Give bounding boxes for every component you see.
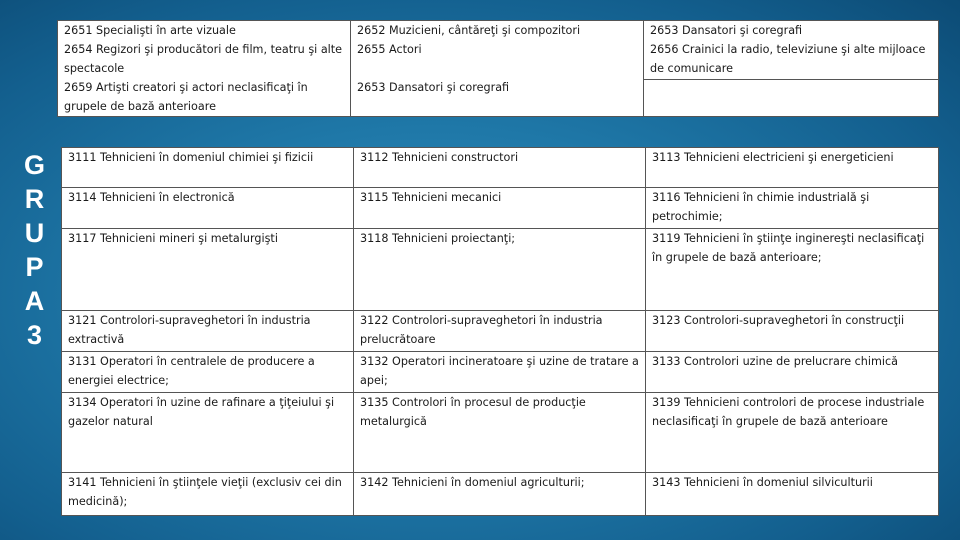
side-letter: U	[24, 218, 46, 248]
side-letter: 3	[26, 320, 44, 350]
table-cell: 3139 Tehnicieni controlori de procese industriale neclasificaţi în grupele de bază anterioare	[646, 393, 939, 473]
table-cell: 3118 Tehnicieni proiectanţi;	[354, 229, 646, 311]
table-row	[62, 148, 939, 188]
side-letter: G	[23, 150, 46, 180]
table-cell	[58, 21, 351, 117]
cell-line: 2655 Actori	[357, 43, 422, 56]
table-cell: 3123 Controlori-supraveghetori în construcţii	[646, 311, 939, 352]
table-cell: 3116 Tehnicieni în chimie industrială şi petrochimie;	[646, 188, 939, 229]
table-cell: 3132 Operatori incineratoare şi uzine de tratare a apei;	[354, 352, 646, 393]
table-cell: 3117 Tehnicieni mineri şi metalurgişti	[62, 229, 354, 311]
table-row	[62, 311, 939, 352]
table-cell: 3114 Tehnicieni în electronică	[62, 188, 354, 229]
table-cell: 3122 Controlori-supraveghetori în industria prelucrătoare	[354, 311, 646, 352]
table-row	[62, 352, 939, 393]
table-cell: 3143 Tehnicieni în domeniul silviculturii	[646, 473, 939, 516]
side-letter: A	[24, 286, 46, 316]
table-row	[62, 188, 939, 229]
table-cell: 3134 Operatori în uzine de rafinare a ţiţeiului şi gazelor natural	[62, 393, 354, 473]
cell-line: 2659 Artişti creatori şi actori neclasificaţi în grupele de bază anterioare	[64, 81, 308, 113]
cell-line: 2654 Regizori şi producători de film, teatru şi alte spectacole	[64, 43, 343, 75]
table-cell: 3133 Controlori uzine de prelucrare chimică	[646, 352, 939, 393]
cell-line	[357, 59, 637, 78]
cell-line: 2651 Specialişti în arte vizuale	[64, 24, 236, 37]
table-cell: 3112 Tehnicieni constructori	[354, 148, 646, 188]
table-cell	[351, 21, 644, 117]
cell-line: 2653 Dansatori şi coregrafi	[357, 81, 510, 94]
table-cell: 3119 Tehnicieni în ştiinţe inginereşti neclasificaţi în grupele de bază anterioare;	[646, 229, 939, 311]
table-cell: 3141 Tehnicieni în ştiinţele vieţii (exclusiv cei din medicină);	[62, 473, 354, 516]
cell-line: 2652 Muzicieni, cântăreţi şi compozitori	[357, 24, 581, 37]
table-row	[62, 229, 939, 311]
table-cell: 3142 Tehnicieni în domeniul agriculturii;	[354, 473, 646, 516]
top-occupation-table	[57, 20, 939, 117]
table-cell: 3131 Operatori în centralele de producere a energiei electrice;	[62, 352, 354, 393]
cell-line: 2656 Crainici la radio, televiziune şi alte mijloace de comunicare	[650, 43, 926, 75]
table-cell: 3113 Tehnicieni electricieni şi energeticieni	[646, 148, 939, 188]
table-cell	[644, 21, 939, 117]
side-letter: P	[25, 252, 45, 282]
group-side-label	[14, 148, 56, 352]
table-row	[62, 473, 939, 516]
group-3-occupation-table	[61, 147, 939, 516]
cell-line: 2653 Dansatori şi coregrafi	[650, 24, 803, 37]
table-row	[62, 393, 939, 473]
table-cell: 3121 Controlori-supraveghetori în industria extractivă	[62, 311, 354, 352]
side-letter: R	[24, 184, 46, 214]
table-cell: 3135 Controlori în procesul de producţie metalurgică	[354, 393, 646, 473]
table-cell: 3115 Tehnicieni mecanici	[354, 188, 646, 229]
table-row	[58, 21, 939, 117]
table-cell: 3111 Tehnicieni în domeniul chimiei şi fizicii	[62, 148, 354, 188]
